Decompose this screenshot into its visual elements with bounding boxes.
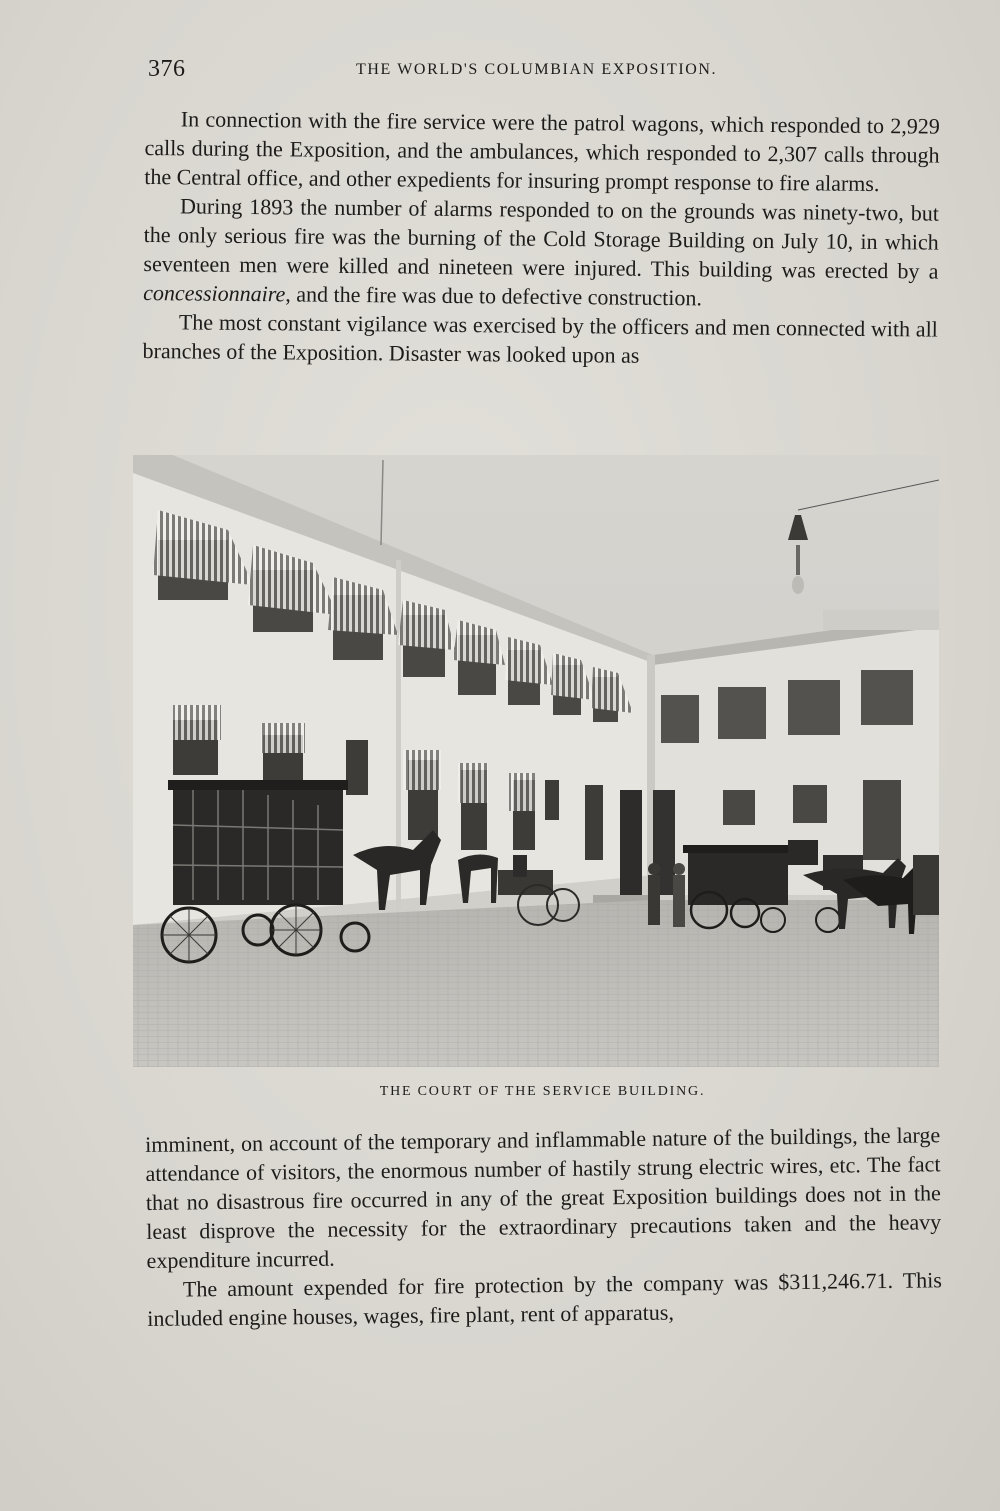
running-head (148, 56, 938, 92)
figure-caption: THE COURT OF THE SERVICE BUILDING. (379, 1084, 706, 1099)
paragraph-alarms-text: During 1893 the number of alarms responded to on the grounds was ninety-two, but the only serious fire was the burning of the Cold Storage Building on July 10, in which seventeen men were killed and nineteen were injured. This building was erected by a (143, 193, 940, 284)
paragraph-vigilance-continued: imminent, on account of the temporary and inflammable nature of the buildings, the large attendance of visitors, the enormous number of hastily strung electric wires, etc. The fact that no disastrous fire occurred in any of the great Exposition buildings does not in the least disprove the necessity for the extraordinary precautions taken and the heavy expenditure incurred. (145, 1122, 942, 1273)
paragraph-alarms-1893 (143, 191, 939, 315)
paragraph-alarms-text-end: , and the fire was due to defective construction. (285, 281, 703, 311)
photograph-service-building-court (133, 455, 939, 1067)
running-title: THE WORLD'S COLUMBIAN EXPOSITION. (356, 61, 718, 78)
paragraph-fire-protection-cost: The amount expended for fire protection by the company was $311,246.71. This included engine houses, wages, fire plant, rent of apparatus, (147, 1267, 943, 1331)
text-block-bottom (145, 1120, 942, 1333)
page-number: 376 (148, 56, 186, 82)
italic-concessionnaire: concessionnaire (143, 279, 286, 307)
paragraph-vigilance: The most constant vigilance was exercised by the officers and men connected with all branches of the Exposition. Disaster was looked upon as (142, 309, 938, 368)
paragraph-patrol-wagons: In connection with the fire service were the patrol wagons, which responded to 2,929 calls during the Exposition, and the ambulances, which responded to 2,307 calls through the Central office, and other expedients for insuring prompt response to fire alarms. (144, 106, 940, 197)
text-block-top (142, 104, 939, 373)
